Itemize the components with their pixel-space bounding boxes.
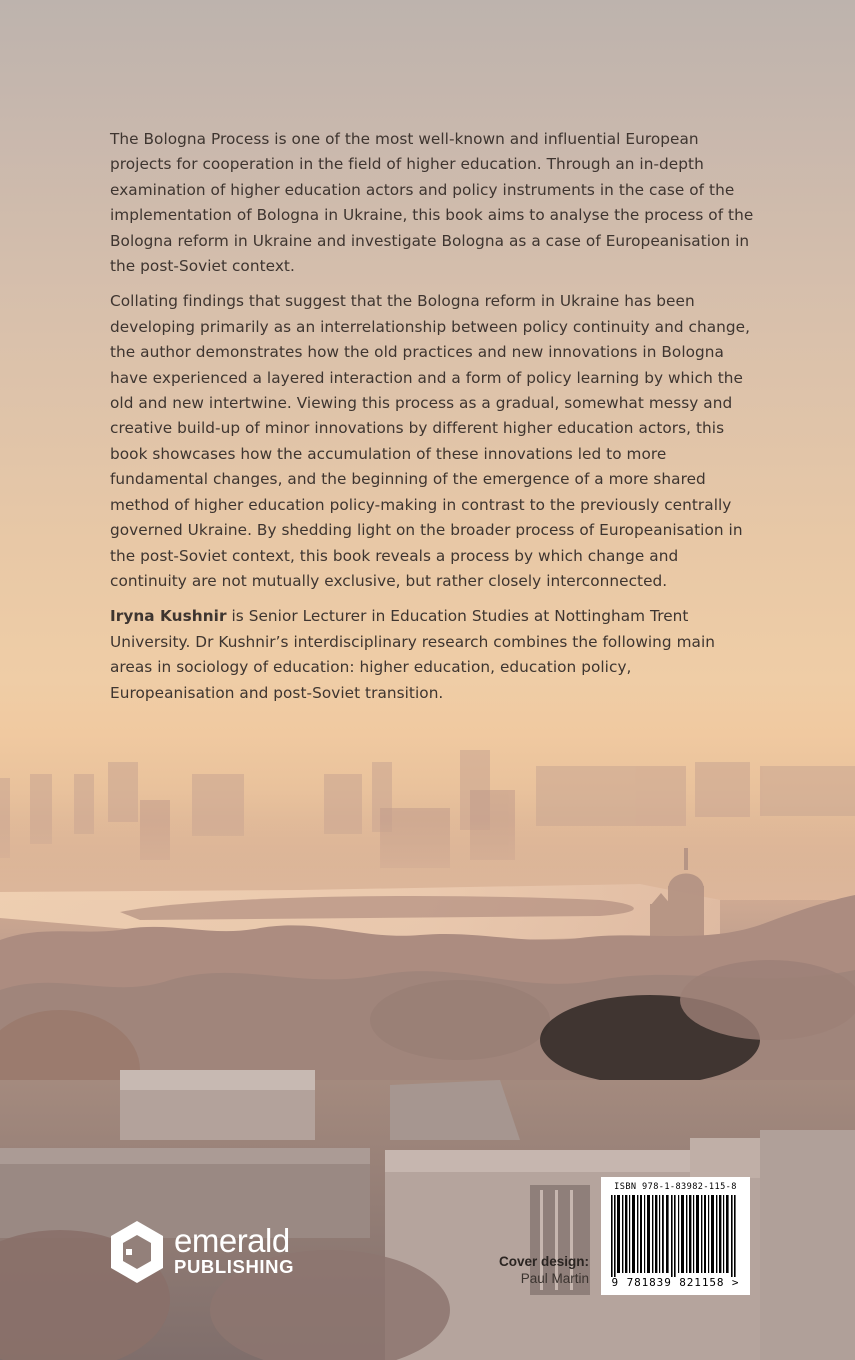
publisher-logo [108, 1219, 294, 1285]
back-cover-blurb [110, 127, 760, 716]
isbn-label: ISBN 978-1-83982-115-8 [614, 1182, 737, 1192]
blurb-paragraph: Collating findings that suggest that the Bologna reform in Ukraine has been developing primarily as an interrelationship between policy continuity and change, the author demonstrates how the old practices and new innovations in Bologna have experienced a layered interaction and a form of policy learning by which the old and new intertwine. Viewing this process as a gradual, somewhat messy and creative build-up of minor innovations by different higher education actors, this book showcases how the accumulation of these innovations led to more fundamental changes, and the beginning of the emergence of a more shared method of higher education policy-making in contrast to the previously centrally governed Ukraine. By shedding light on the broader process of Europeanisation in the post-Soviet context, this book reveals a process by which change and continuity are not mutually exclusive, but rather closely interconnected. [110, 292, 751, 590]
publisher-sub: PUBLISHING [174, 1256, 295, 1277]
author-bio-text: is Senior Lecturer in Education Studies at Nottingham Trent University. Dr Kushnir’s interdisciplinary research combines the following main areas in sociology of education: higher education, education policy, Europeanisation and post-Soviet transition. [110, 607, 716, 702]
author-name: Iryna Kushnir [110, 607, 227, 626]
cover-design-label: Cover design: [498, 1254, 589, 1269]
cover-designer-name: Paul Martin [520, 1271, 589, 1286]
barcode-digits: 9 781839 821158 > [611, 1276, 740, 1289]
publisher-name: emerald [174, 1222, 290, 1259]
isbn-barcode [601, 1177, 750, 1295]
author-bio [110, 604, 760, 706]
blurb-paragraph: The Bologna Process is one of the most well-known and influential European projects for cooperation in the field of higher education. Through an in-depth examination of higher education actors and policy instruments in the case of the implementation of Bologna in Ukraine, this book aims to analyse the process of the Bologna reform in Ukraine and investigate Bologna as a case of Europeanisation in the post-Soviet context. [110, 130, 754, 276]
emerald-e-hexagon-icon [108, 1219, 166, 1285]
cover-design-credit [499, 1253, 589, 1287]
